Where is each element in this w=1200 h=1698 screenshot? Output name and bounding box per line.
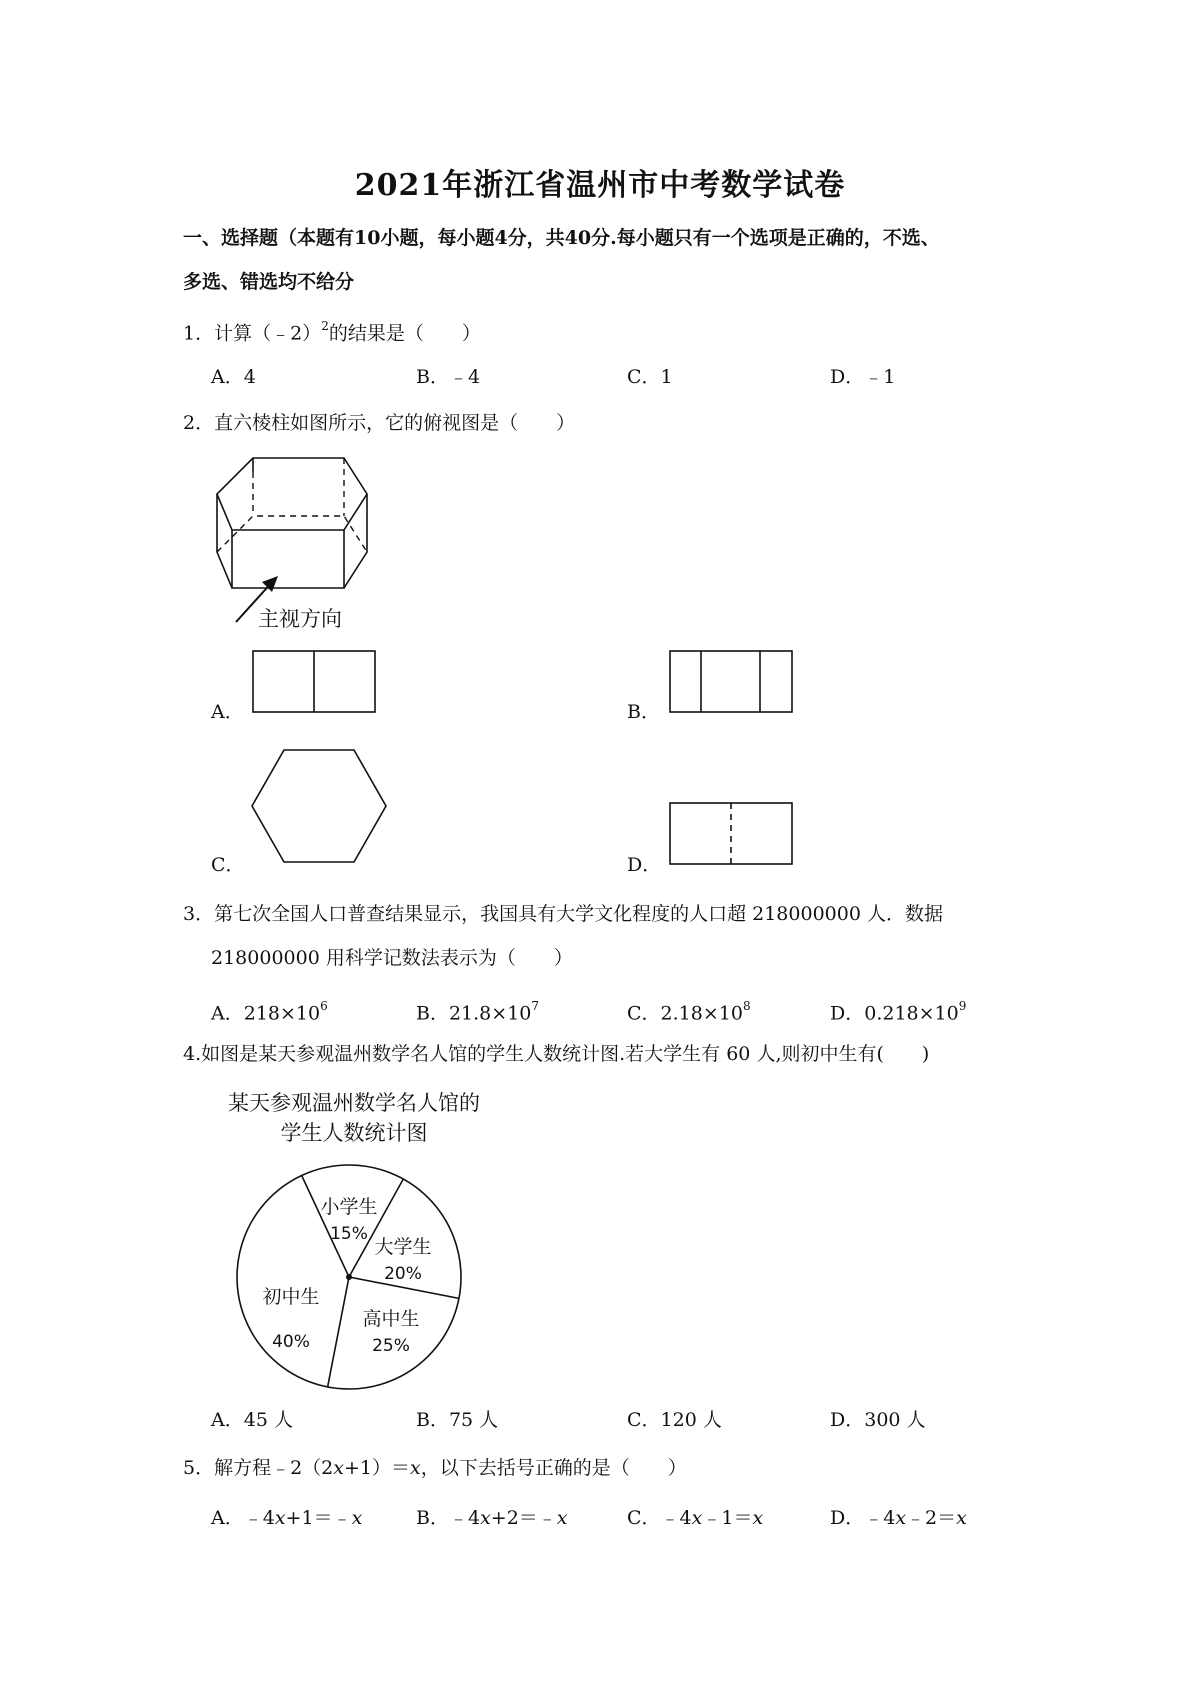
q1-option-a[interactable] bbox=[211, 365, 256, 389]
option-text: 300 人 bbox=[864, 1409, 926, 1431]
q1-option-d[interactable] bbox=[830, 365, 895, 389]
q3-option-d[interactable] bbox=[830, 996, 966, 1025]
exponent: 6 bbox=[320, 999, 328, 1013]
pie-slice-label: 初中生 bbox=[262, 1286, 320, 1308]
q2-option-c-figure[interactable] bbox=[250, 748, 390, 868]
q4-option-c[interactable] bbox=[627, 1408, 722, 1432]
question-number: 3． bbox=[183, 903, 215, 925]
q5-option-b[interactable] bbox=[416, 1506, 568, 1530]
q4-option-a[interactable] bbox=[211, 1408, 293, 1432]
q2-option-a-label[interactable]: A． bbox=[211, 701, 244, 723]
section-heading-line2: 多选、错选均不给分 bbox=[183, 271, 355, 293]
pie-slice-value: 25% bbox=[372, 1336, 410, 1356]
option-text: +1＝﹣ bbox=[285, 1507, 352, 1529]
option-label: C． bbox=[627, 366, 661, 388]
q2-option-d-figure[interactable] bbox=[669, 802, 795, 868]
q5-option-c[interactable] bbox=[627, 1506, 763, 1530]
option-text: 2.18×10 bbox=[660, 1002, 743, 1025]
option-text: ﹣1 bbox=[864, 366, 896, 388]
pie-slice-label: 大学生 bbox=[374, 1236, 432, 1258]
option-label: A． bbox=[211, 1507, 244, 1529]
q4-option-b[interactable] bbox=[416, 1408, 498, 1432]
option-label: B． bbox=[416, 1409, 449, 1431]
variable: x bbox=[956, 1507, 967, 1529]
question-number: 1． bbox=[183, 322, 215, 345]
variable: x bbox=[333, 1457, 344, 1479]
option-text: ﹣2＝ bbox=[906, 1507, 957, 1529]
question-2 bbox=[183, 411, 575, 435]
option-label: A． bbox=[211, 1409, 244, 1431]
exponent: 9 bbox=[958, 999, 967, 1013]
section-heading-line1: 一、选择题（本题有10小题，每小题4分，共40分.每小题只有一个选项是正确的，不选、 bbox=[183, 227, 940, 249]
option-label: A． bbox=[211, 366, 244, 388]
option-text: 1 bbox=[660, 366, 673, 388]
variable: x bbox=[480, 1507, 491, 1529]
variable: x bbox=[410, 1457, 421, 1479]
option-text: 120 人 bbox=[660, 1409, 722, 1431]
pie-center-dot bbox=[346, 1274, 352, 1280]
question-stem: 直六棱柱如图所示，它的俯视图是（ ） bbox=[214, 412, 576, 434]
option-label: B． bbox=[416, 1002, 449, 1025]
exponent: 7 bbox=[531, 999, 540, 1013]
question-5 bbox=[183, 1456, 687, 1480]
option-label: B． bbox=[416, 366, 449, 388]
page-title: 2021年浙江省温州市中考数学试卷 bbox=[354, 168, 846, 203]
option-label: D． bbox=[830, 1002, 865, 1025]
question-stem: 如图是某天参观温州数学名人馆的学生人数统计图.若大学生有 60 人,则初中生有( ) bbox=[201, 1043, 930, 1065]
q2-option-b-label[interactable]: B． bbox=[627, 701, 660, 723]
chart-title bbox=[214, 1088, 494, 1148]
question-number: 2． bbox=[183, 412, 215, 434]
chart-title-line1: 某天参观温州数学名人馆的 bbox=[228, 1091, 480, 1115]
q3-option-b[interactable] bbox=[416, 996, 539, 1025]
q1-option-c[interactable] bbox=[627, 365, 673, 389]
option-text: 218×10 bbox=[243, 1002, 321, 1025]
q2-option-a-figure[interactable] bbox=[252, 650, 378, 716]
pie-slice-label: 高中生 bbox=[362, 1308, 420, 1330]
option-label: D． bbox=[830, 366, 865, 388]
option-text: 4 bbox=[243, 366, 256, 388]
q3-option-c[interactable] bbox=[627, 996, 751, 1025]
option-label: C． bbox=[627, 1507, 661, 1529]
option-text: 45 人 bbox=[243, 1409, 293, 1431]
option-text: 0.218×10 bbox=[864, 1002, 959, 1025]
variable: x bbox=[691, 1507, 703, 1529]
q5-option-a[interactable] bbox=[211, 1506, 362, 1530]
question-3-line2: 218000000 用科学记数法表示为（ ） bbox=[211, 947, 573, 969]
option-text: ﹣1＝ bbox=[702, 1507, 753, 1529]
option-text: ﹣4 bbox=[448, 366, 481, 388]
option-label: C． bbox=[627, 1409, 661, 1431]
option-label: B． bbox=[416, 1507, 449, 1529]
chart-title-line2: 学生人数统计图 bbox=[280, 1121, 428, 1145]
option-text: 21.8×10 bbox=[448, 1002, 532, 1025]
exponent: 8 bbox=[742, 999, 751, 1013]
question-stem: 第七次全国人口普查结果显示，我国具有大学文化程度的人口超 218000000 人．数据 bbox=[214, 903, 943, 925]
q4-option-d[interactable] bbox=[830, 1408, 926, 1432]
option-label: C． bbox=[627, 1002, 661, 1025]
variable: x bbox=[895, 1507, 907, 1529]
question-stem: 解方程﹣2（2 bbox=[214, 1457, 334, 1479]
option-label: A． bbox=[211, 1002, 244, 1025]
pie-chart bbox=[232, 1160, 466, 1394]
exponent: 2 bbox=[321, 319, 329, 333]
question-3-line1 bbox=[183, 902, 943, 926]
option-text: ﹣4 bbox=[660, 1507, 692, 1529]
option-text: 75 人 bbox=[448, 1409, 499, 1431]
q2-option-b-figure[interactable] bbox=[669, 650, 795, 716]
option-text: +2＝﹣ bbox=[490, 1507, 557, 1529]
option-text: ﹣4 bbox=[243, 1507, 275, 1529]
pie-slice-label: 小学生 bbox=[320, 1196, 378, 1218]
pie-slice-value: 20% bbox=[384, 1264, 422, 1284]
option-text: ﹣4 bbox=[864, 1507, 896, 1529]
q3-option-a[interactable] bbox=[211, 996, 328, 1025]
pie-slice-value: 15% bbox=[330, 1224, 368, 1244]
variable: x bbox=[556, 1507, 568, 1529]
variable: x bbox=[752, 1507, 764, 1529]
question-stem: +1）＝ bbox=[344, 1457, 411, 1479]
variable: x bbox=[274, 1507, 286, 1529]
question-stem: 计算（﹣2） bbox=[214, 322, 322, 345]
figure-caption: 主视方向 bbox=[258, 607, 342, 631]
question-number: 4. bbox=[183, 1043, 202, 1065]
question-number: 5． bbox=[183, 1457, 215, 1479]
q2-option-c-label[interactable]: C． bbox=[211, 854, 245, 876]
question-stem-end: 的结果是（ ） bbox=[328, 322, 481, 345]
option-label: D． bbox=[830, 1507, 865, 1529]
option-text: ﹣4 bbox=[448, 1507, 481, 1529]
pie-slice-value: 40% bbox=[272, 1332, 310, 1352]
variable: x bbox=[351, 1507, 363, 1529]
option-label: D． bbox=[830, 1409, 865, 1431]
q5-option-d[interactable] bbox=[830, 1506, 967, 1530]
question-1 bbox=[183, 316, 481, 345]
q2-option-d-label[interactable]: D． bbox=[627, 854, 662, 876]
question-4 bbox=[183, 1042, 929, 1066]
pie-slice-boundary bbox=[328, 1277, 349, 1387]
question-stem-end: ，以下去括号正确的是（ ） bbox=[420, 1457, 687, 1479]
q1-option-b[interactable] bbox=[416, 365, 480, 389]
